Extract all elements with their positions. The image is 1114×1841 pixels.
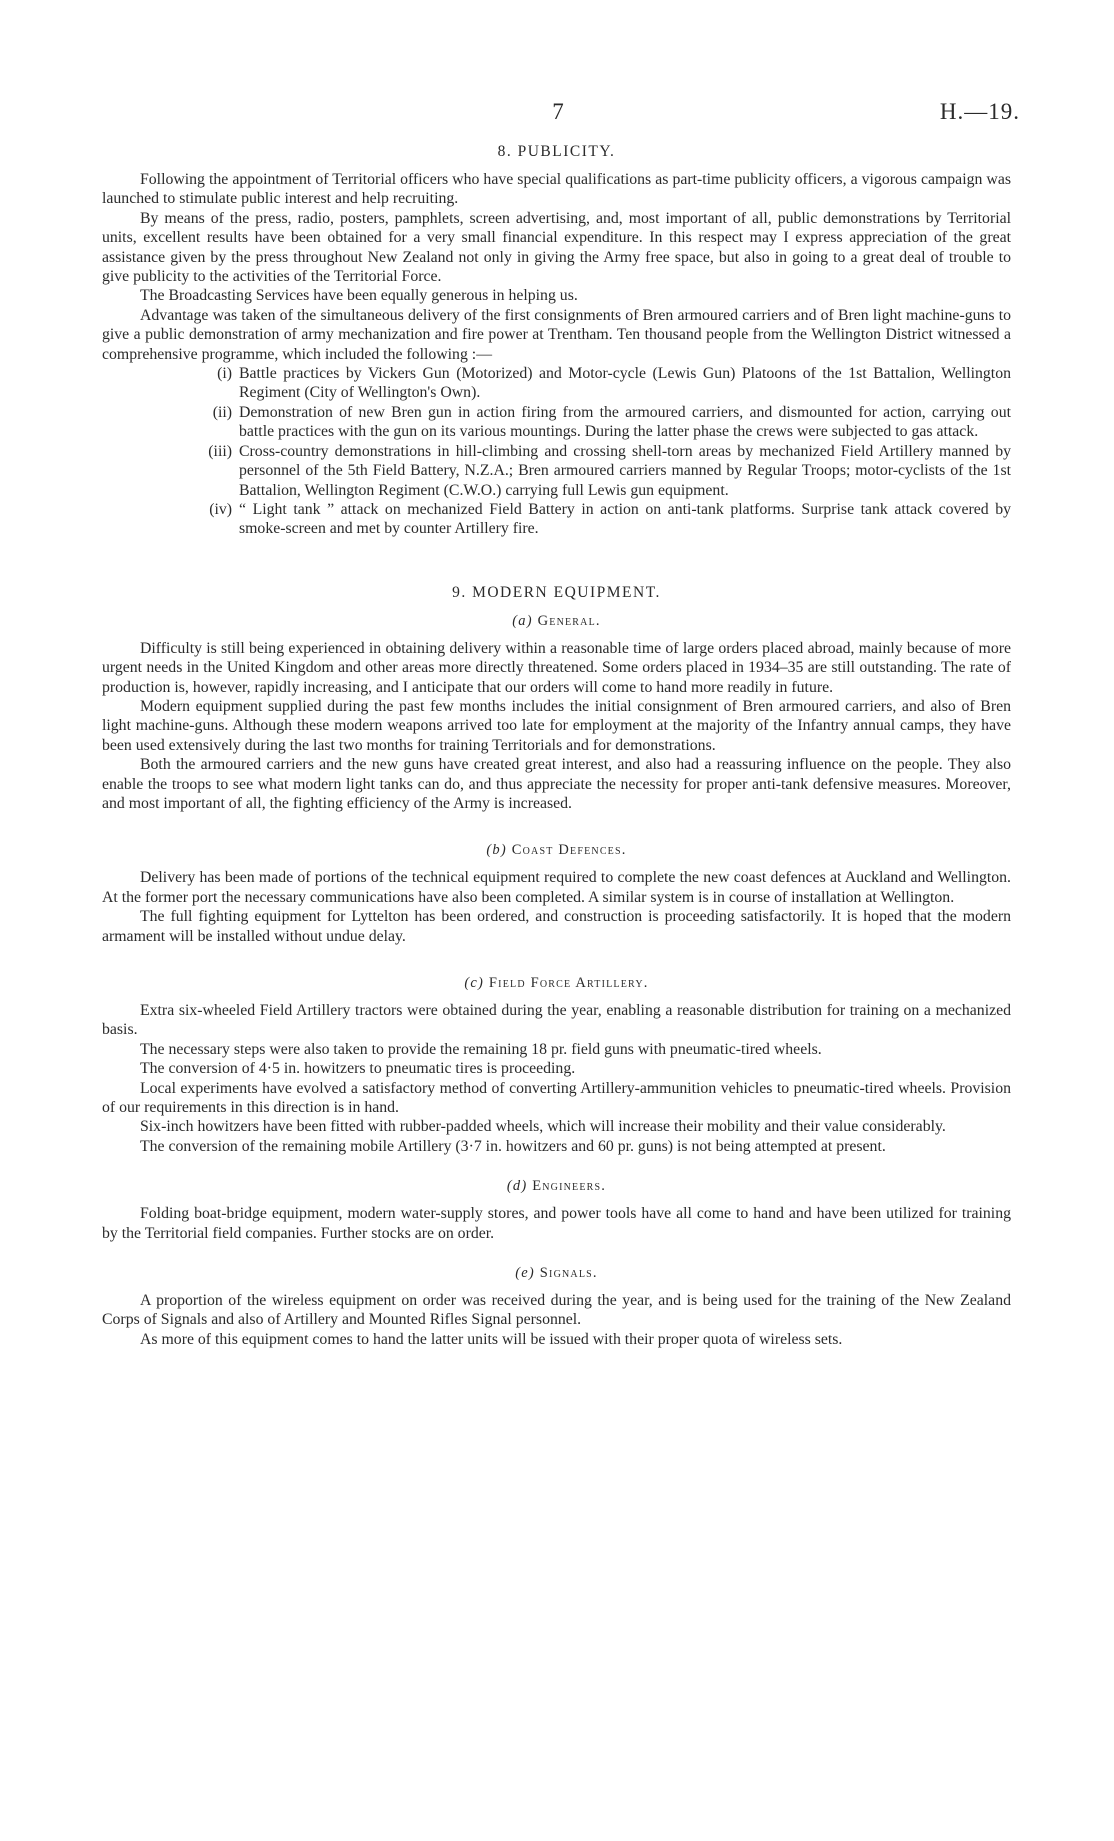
paragraph: The full fighting equipment for Lyttelton has been ordered, and construction is proceeding satisfactorily. It is hoped that the modern armament will be installed without undue delay. — [102, 908, 1011, 945]
subsection-label: (e) — [515, 1265, 535, 1282]
subsection-title-engineers — [102, 1176, 1011, 1196]
list-item-text: Cross-country demonstrations in hill-climbing and crossing shell-torn areas by mechanized Field Artillery manned by personnel of the 5th Field Battery, N.Z.A.; Bren armoured carriers manned by Regular Troops; motor-cyclists of the 1st Battalion, Wellington Regiment (C.W.O.) carrying full Lewis gun equipment. — [239, 442, 1011, 499]
list-item-text: Demonstration of new Bren gun in action firing from the armoured carriers, and dismounted for action, carrying out battle practices with the gun on its various mountings. During the latter phase the crews were subjected to gas attack. — [239, 403, 1011, 441]
paragraph: Local experiments have evolved a satisfactory method of converting Artillery-ammunition vehicles to pneumatic-tired wheels. Provision of our requirements in this direction is in hand. — [102, 1079, 1011, 1117]
subsection-name: Coast Defences. — [511, 842, 627, 859]
subsection-label: (a) — [512, 612, 533, 629]
paragraph: A proportion of the wireless equipment on order was received during the year, and is being used for the training of the New Zealand Corps of Signals and also of Artillery and Mounted Rifles Signal personnel. — [102, 1292, 1011, 1329]
list-item-number: (i) — [217, 365, 232, 383]
list-item-number: (iv) — [209, 500, 232, 518]
paragraph: Both the armoured carriers and the new guns have created great interest, and also had a reassuring influence on the people. They also enable the troops to see what modern light tanks can do, and thus appreciate the necessity for proper anti-tank defensive measures. Moreover, and most important of all, the fighting efficiency of the Army is increased. — [102, 756, 1011, 812]
paragraph: Extra six-wheeled Field Artillery tractors were obtained during the year, enabling a reasonable distribution for training on a mechanized basis. — [102, 1002, 1011, 1039]
paragraph: The necessary steps were also taken to provide the remaining 18 pr. field guns with pneumatic-tired wheels. — [140, 1040, 822, 1058]
paragraph: Folding boat-bridge equipment, modern water-supply stores, and power tools have all come to hand and have been utilized for training by the Territorial field companies. Further stocks are on order. — [102, 1205, 1011, 1242]
subsection-title-coast-defences — [102, 840, 1011, 860]
paragraph: Following the appointment of Territorial officers who have special qualifications as part-time publicity officers, a vigorous campaign was launched to stimulate public interest and help recruiting. — [102, 171, 1011, 208]
demonstration-programme-list — [102, 364, 1011, 539]
paragraph: The conversion of 4·5 in. howitzers to pneumatic tires is proceeding. — [140, 1060, 576, 1078]
list-item — [102, 500, 1011, 539]
page-number: 7 — [552, 99, 564, 124]
subsection-title-signals — [102, 1263, 1011, 1283]
subsection-name: Field Force Artillery. — [488, 975, 649, 991]
paragraph: The conversion of the remaining mobile Artillery (3·7 in. howitzers and 60 pr. guns) is not being attempted at present. — [140, 1137, 886, 1155]
list-item — [102, 364, 1011, 403]
subsection-label: (b) — [486, 842, 507, 859]
subsection-name: Engineers. — [532, 1178, 607, 1195]
list-item — [102, 442, 1011, 500]
subsection-name: Signals. — [539, 1265, 598, 1282]
list-item — [102, 403, 1011, 442]
paragraph: Modern equipment supplied during the past few months includes the initial consignment of Bren armoured carriers, and also of Bren light machine-guns. Although these modern weapons arrived too late for employment at the majority of the Infantry annual camps, they have been used extensively during the last two months for training Territorials and for demonstrations. — [102, 697, 1011, 754]
paragraph: By means of the press, radio, posters, pamphlets, screen advertising, and, most important of all, public demonstrations by Territorial units, excellent results have been obtained for a very small financial expenditure. In this respect may I express appreciation of the great assistance given by the press throughout New Zealand not only in giving the Army free space, but also in going to a great deal of trouble to give publicity to the activities of the Territorial Force. — [102, 209, 1011, 286]
paragraph: Delivery has been made of portions of the technical equipment required to complete the new coast defences at Auckland and Wellington. At the former port the necessary communications have also been completed. A similar system is in course of installation at Wellington. — [102, 869, 1011, 906]
list-item-text: “ Light tank ” attack on mechanized Field Battery in action on anti-tank platforms. Surprise tank attack covered by smoke-screen and met by counter Artillery fire. — [239, 500, 1011, 538]
list-item-number: (iii) — [208, 442, 232, 460]
subsection-title-general — [102, 611, 1011, 631]
subsection-label: (d) — [506, 1178, 528, 1195]
section-title-modern-equipment: 9. MODERN EQUIPMENT. — [452, 583, 661, 601]
paragraph: As more of this equipment comes to hand the latter units will be issued with their proper quota of wireless sets. — [140, 1330, 843, 1348]
subsection-title-field-force-artillery — [102, 973, 1011, 993]
paragraph: The Broadcasting Services have been equally generous in helping us. — [140, 287, 578, 305]
page-body — [102, 142, 1011, 1349]
section-title-publicity: 8. PUBLICITY. — [497, 143, 616, 160]
list-item-number: (ii) — [212, 403, 232, 421]
paragraph: Six-inch howitzers have been fitted with rubber-padded wheels, which will increase their mobility and their value considerably. — [140, 1118, 946, 1136]
paragraph: Difficulty is still being experienced in obtaining delivery within a reasonable time of large orders placed abroad, mainly because of more urgent needs in the United Kingdom and other areas more directly threatened. Some orders placed in 1934–35 are still outstanding. The rate of production is, however, rapidly increasing, and I anticipate that our orders will come to hand more readily in future. — [102, 639, 1011, 696]
paragraph: Advantage was taken of the simultaneous delivery of the first consignments of Bren armoured carriers and of Bren light machine-guns to give a public demonstration of army mechanization and fire power at Trentham. Ten thousand people from the Wellington District witnessed a comprehensive programme, which included the following :— — [102, 306, 1011, 363]
subsection-label: (c) — [464, 975, 485, 991]
document-reference: H.—19. — [939, 99, 1020, 124]
subsection-name: General. — [537, 612, 601, 629]
list-item-text: Battle practices by Vickers Gun (Motorized) and Motor-cycle (Lewis Gun) Platoons of the 1st Battalion, Wellington Regiment (City of Wellington's Own). — [239, 365, 1011, 402]
